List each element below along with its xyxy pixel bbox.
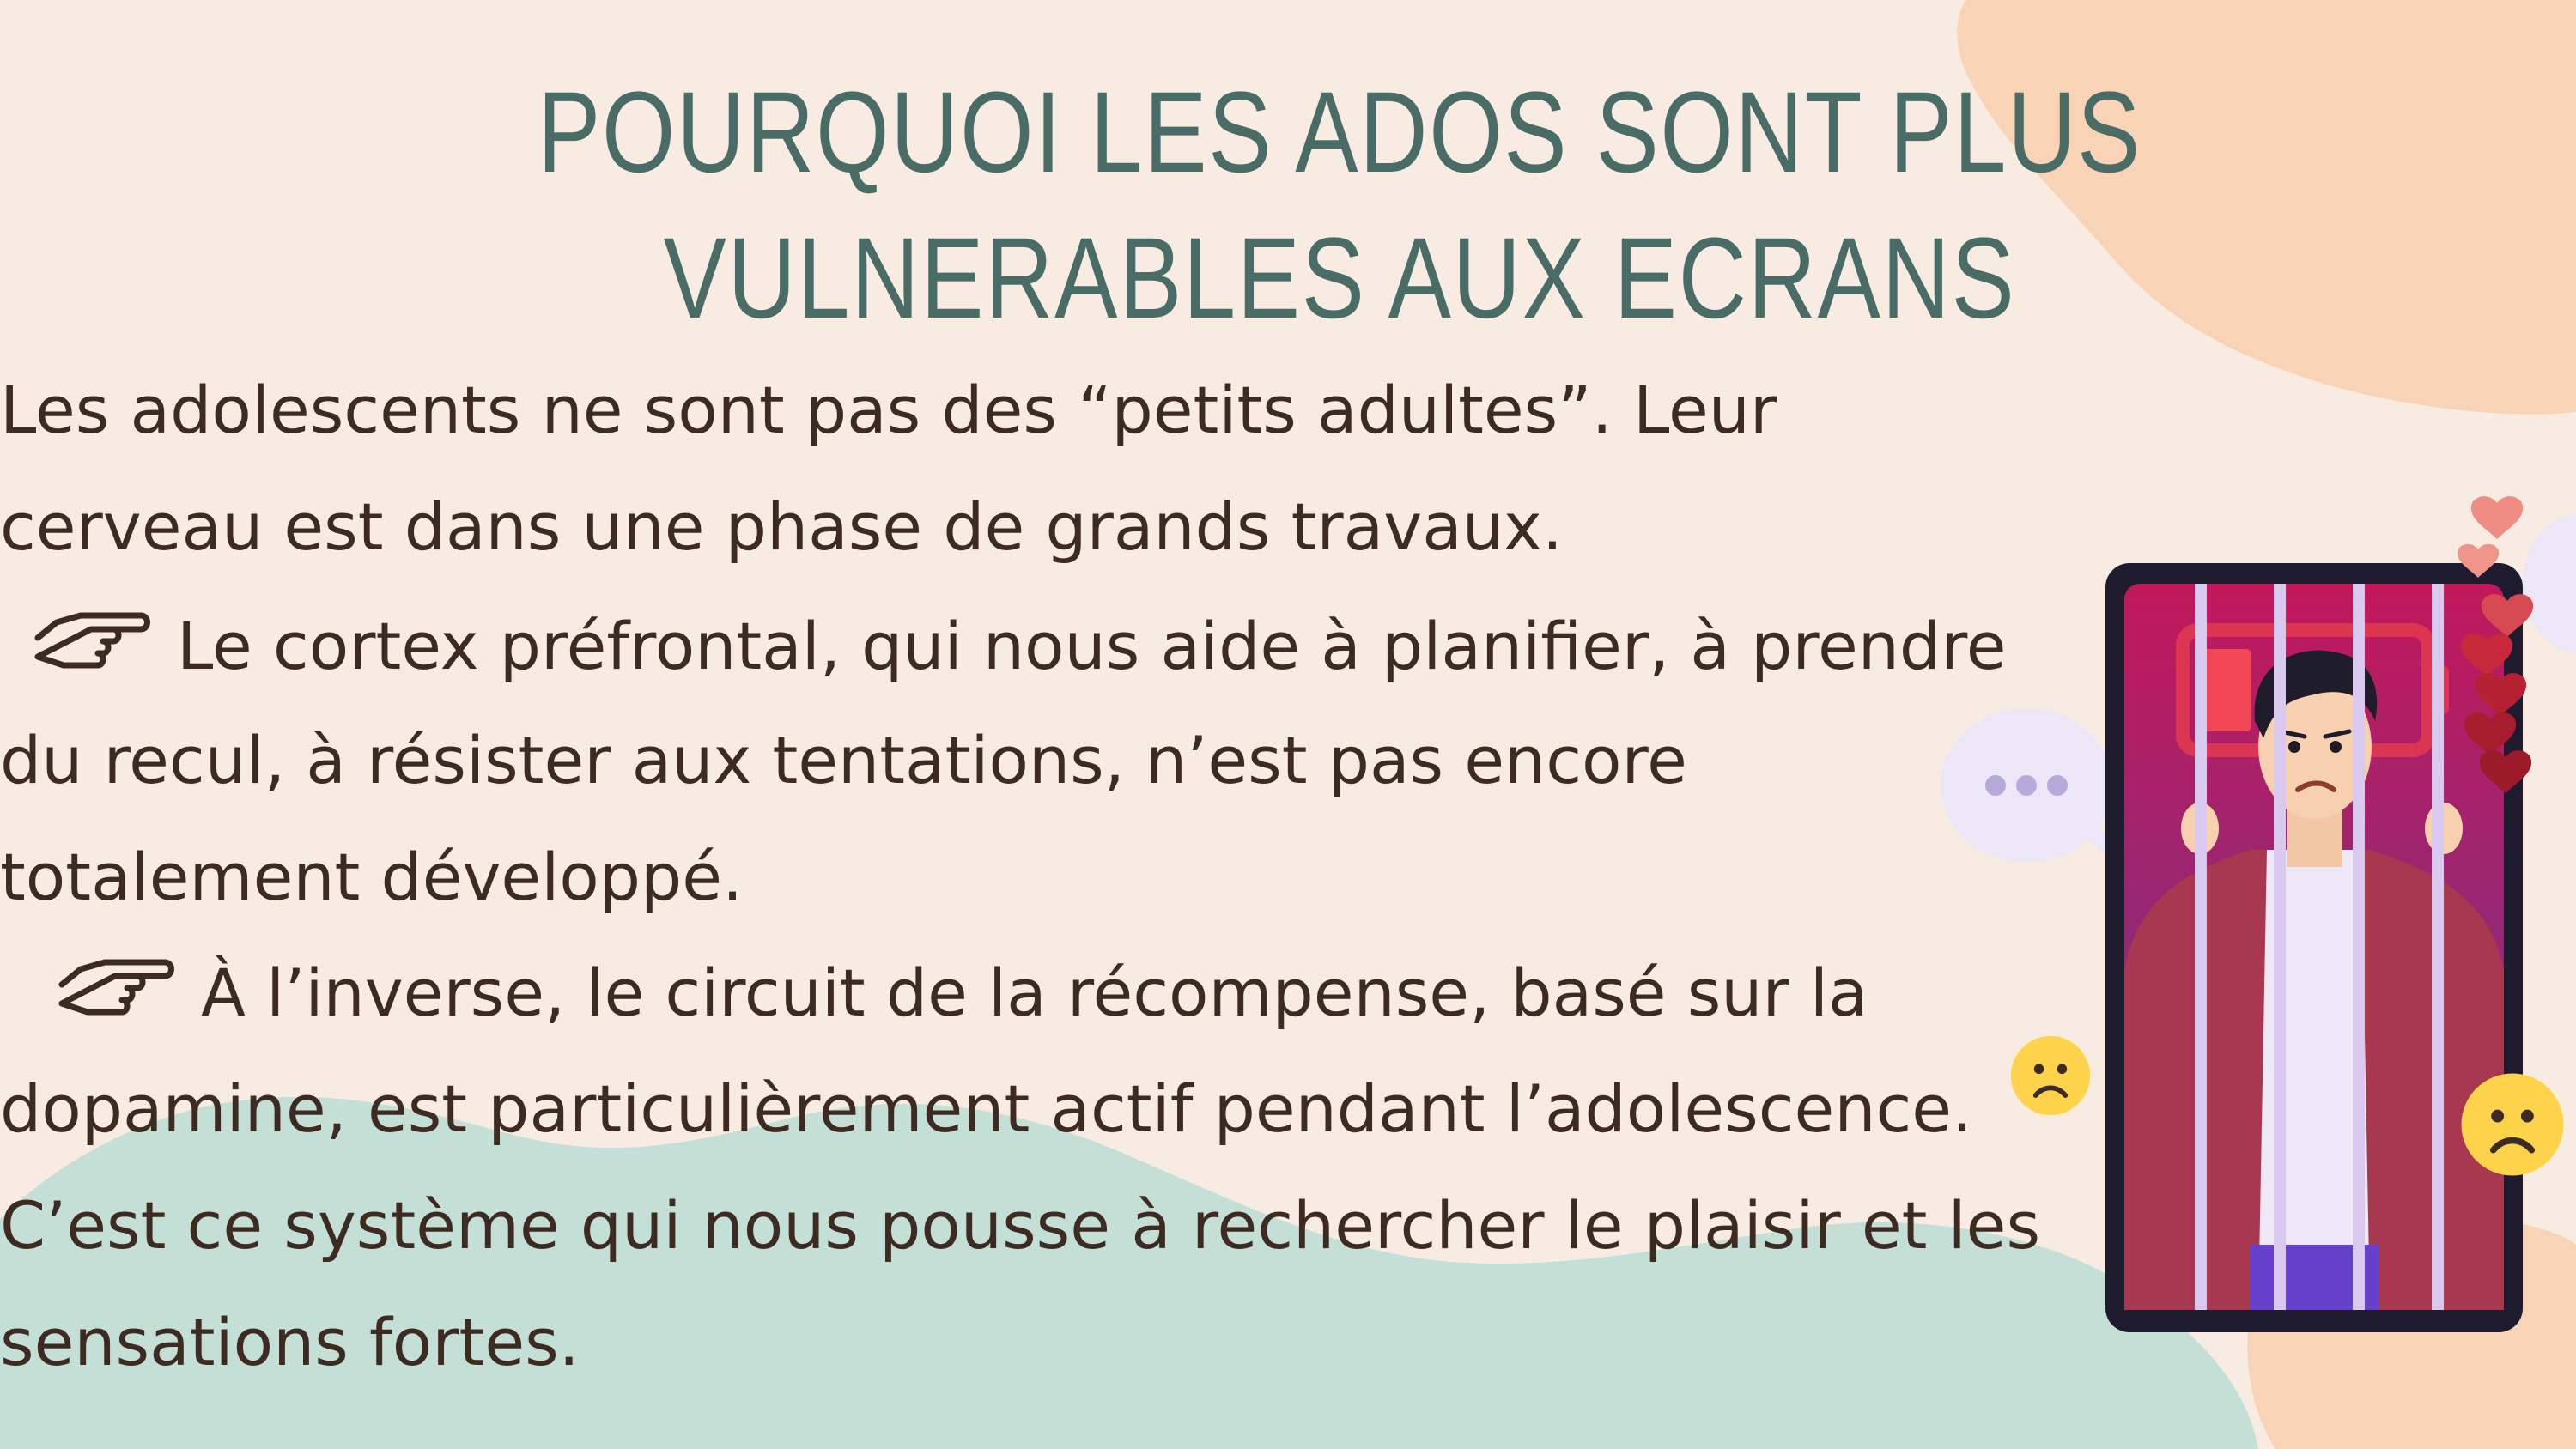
pointing-hand-icon [55,950,175,1028]
teen-behind-bars-in-phone-illustration [1941,489,2576,1348]
paragraph-line: cerveau est dans une phase de grands travaux. [0,488,1564,565]
sad-face-icon [2459,1071,2566,1178]
paragraph-line: sensations fortes. [0,1304,580,1380]
paragraph-line: du recul, à résister aux tentations, n’est pas encore [0,722,1687,798]
reward-paragraph [0,936,2078,1401]
paragraph-line: C’est ce système qui nous pousse à rechercher le plaisir et les [0,1187,2041,1264]
paragraph-line [0,936,2078,1051]
paragraph-line-text: Le cortex préfrontal, qui nous aide à planifier, à prendre [177,608,2007,684]
paragraph-line: totalement développé. [0,839,744,915]
paragraph-line: Les adolescents ne sont pas des “petits adultes”. Leur [0,372,1777,448]
cortex-paragraph [0,591,2078,936]
sad-face-icon [2009,1034,2092,1117]
intro-paragraph [0,352,2078,585]
paragraph-line-text: À l’inverse, le circuit de la récompense, basé sur la [201,955,1868,1031]
paragraph-line [0,591,2078,702]
speech-bubble-icon [2523,515,2576,652]
speech-bubble-icon [1941,708,2123,867]
pointing-hand-icon [31,603,151,681]
slide-body [0,352,2078,1401]
slide-title: POURQUOI LES ADOS SONT PLUS VULNERABLES AUX ECRANS [538,69,2142,343]
paragraph-line: dopamine, est particulièrement actif pendant l’adolescence. [0,1070,1973,1147]
